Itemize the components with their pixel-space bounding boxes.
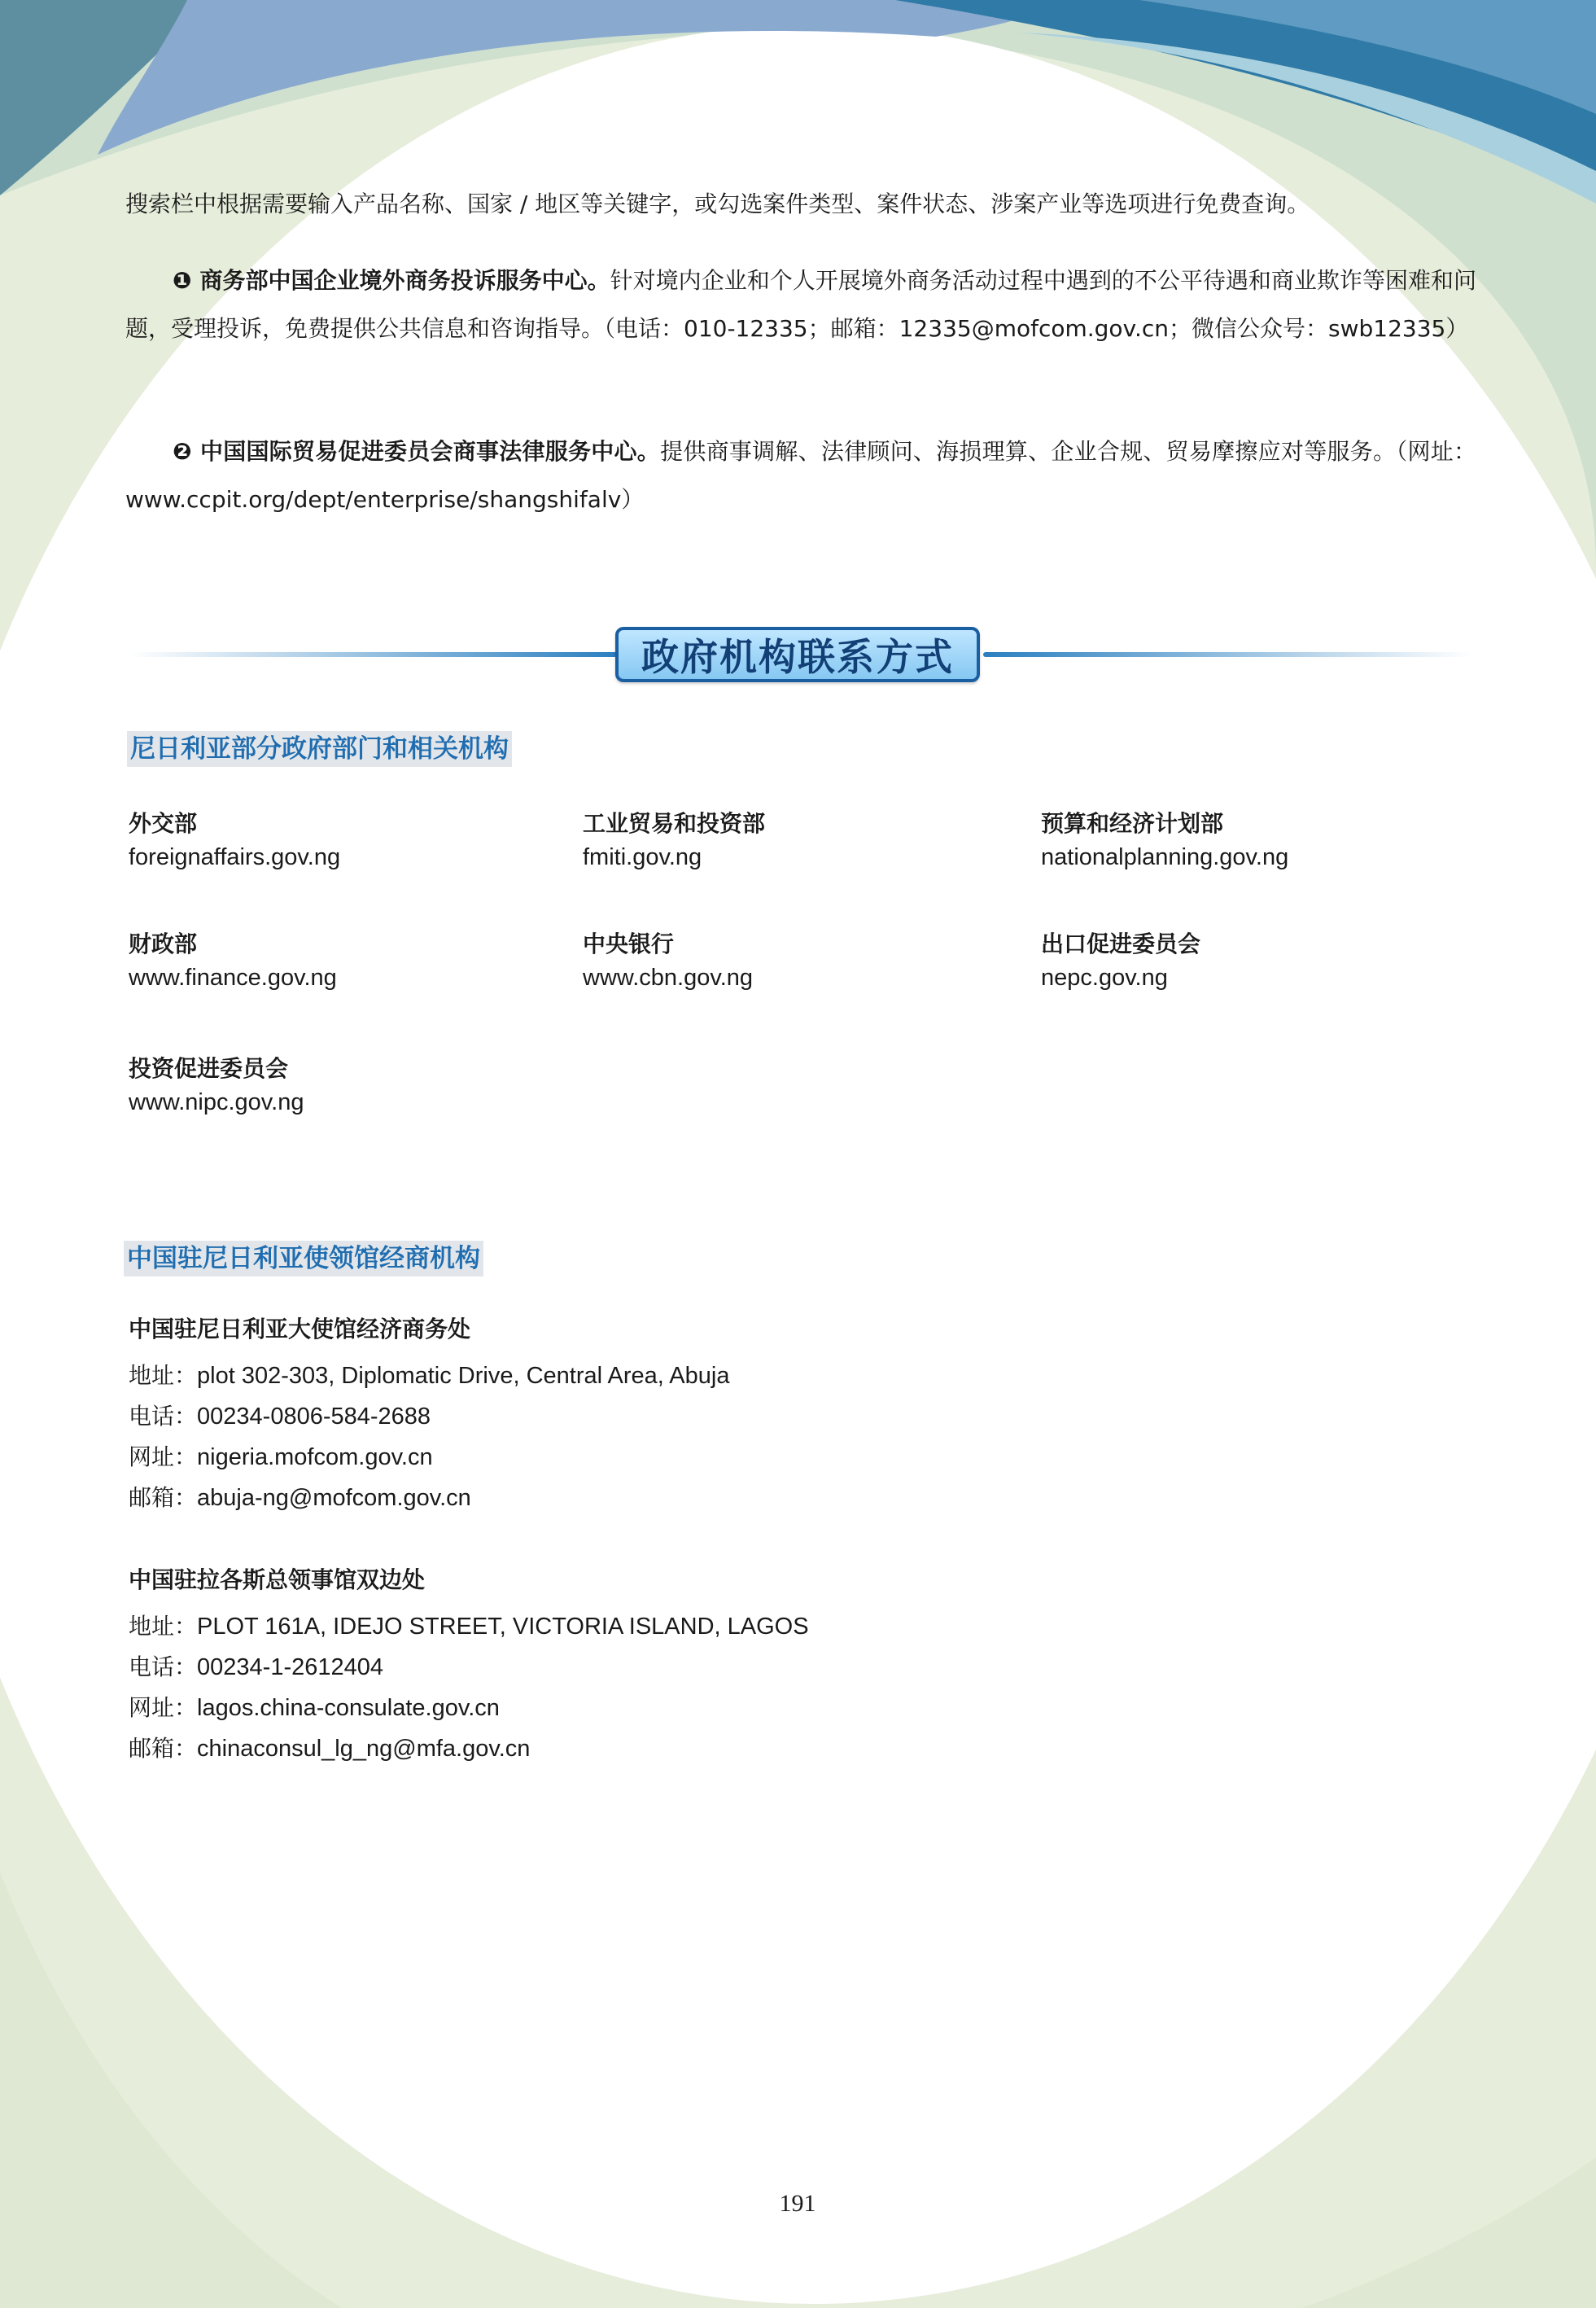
org-name: 投资促进委员会 [129, 1055, 289, 1082]
service-body: 针对境内企业和个人开展境外商务活动过程中遇到的不公平待遇和商业欺诈等困难和问题，受理投诉，免费提供公共信息和咨询指导。（电话：010-12335；邮箱：12335@mofcom.gov.cn；微信公众号：swb12335） [125, 267, 1476, 342]
org-item [129, 928, 337, 995]
org-website-link[interactable]: nationalplanning.gov.ng [1041, 844, 1289, 870]
office-block [129, 1564, 809, 1769]
org-item [1041, 928, 1200, 995]
org-name: 出口促进委员会 [1041, 931, 1201, 957]
email-label: 邮箱： [129, 1484, 198, 1511]
office-name: 中国驻拉各斯总领事馆双边处 [129, 1566, 426, 1593]
website-label: 网址： [129, 1443, 198, 1470]
service-body: 提供商事调解、法律顾问、海损理算、企业合规、贸易摩擦应对等服务。（网址：www.ccpit.org/dept/enterprise/shangshifalv） [125, 438, 1476, 513]
org-name: 中央银行 [583, 931, 675, 957]
website-link[interactable]: nigeria.mofcom.gov.cn [197, 1444, 433, 1470]
address-label: 地址： [129, 1362, 198, 1389]
website-link[interactable]: lagos.china-consulate.gov.cn [197, 1695, 500, 1721]
email-link[interactable]: chinaconsul_lg_ng@mfa.gov.cn [197, 1736, 531, 1762]
service-marker: ❷ [173, 438, 200, 465]
service-title: 商务部中国企业境外商务投诉服务中心。 [199, 267, 610, 294]
phone-value: 00234-0806-584-2688 [197, 1404, 431, 1430]
address-label: 地址： [129, 1613, 198, 1640]
org-name: 外交部 [129, 810, 198, 837]
org-item [583, 928, 753, 995]
org-website-link[interactable]: www.finance.gov.ng [129, 965, 337, 991]
office-name: 中国驻尼日利亚大使馆经济商务处 [129, 1316, 471, 1342]
gov-section-heading: 尼日利亚部分政府部门和相关机构 [127, 731, 512, 767]
banner-title: 政府机构联系方式 [641, 635, 954, 679]
office-website [129, 1437, 729, 1478]
org-item [1041, 808, 1288, 874]
service-marker: ❶ [173, 267, 200, 294]
office-phone [129, 1647, 809, 1688]
address-value: plot 302-303, Diplomatic Drive, Central Area, Abuja [197, 1363, 730, 1389]
office-phone [129, 1396, 729, 1437]
phone-label: 电话： [129, 1653, 198, 1680]
org-website-link[interactable]: fmiti.gov.ng [583, 844, 702, 870]
office-block [129, 1313, 729, 1518]
embassy-section-heading: 中国驻尼日利亚使领馆经商机构 [124, 1241, 483, 1277]
org-website-link[interactable]: foreignaffairs.gov.ng [129, 844, 341, 870]
org-name: 财政部 [129, 931, 198, 957]
org-name: 工业贸易和投资部 [583, 810, 766, 837]
org-website-link[interactable]: nepc.gov.ng [1041, 965, 1168, 991]
section-banner [615, 627, 980, 682]
address-value: PLOT 161A, IDEJO STREET, VICTORIA ISLAND, LAGOS [197, 1614, 809, 1640]
service-item-2 [125, 427, 1476, 523]
org-item [129, 1053, 304, 1119]
org-website-link[interactable]: www.nipc.gov.ng [129, 1089, 304, 1115]
email-link[interactable]: abuja-ng@mofcom.gov.cn [197, 1485, 471, 1511]
service-item-1 [125, 256, 1476, 353]
website-label: 网址： [129, 1694, 198, 1721]
org-website-link[interactable]: www.cbn.gov.ng [583, 965, 754, 991]
banner-divider-right [983, 652, 1471, 657]
office-address [129, 1355, 729, 1396]
org-item [583, 808, 765, 874]
intro-text: 搜索栏中根据需要输入产品名称、国家 / 地区等关键字，或勾选案件类型、案件状态、涉案产业等选项进行免费查询。 [125, 191, 1310, 217]
org-item [129, 808, 340, 874]
service-title: 中国国际贸易促进委员会商事法律服务中心。 [199, 438, 661, 465]
email-label: 邮箱： [129, 1735, 198, 1762]
phone-value: 00234-1-2612404 [197, 1654, 383, 1680]
office-email [129, 1478, 729, 1518]
page-number: 191 [779, 2190, 816, 2217]
phone-label: 电话： [129, 1403, 198, 1430]
office-website [129, 1688, 809, 1728]
banner-divider-left [130, 652, 619, 657]
org-name: 预算和经济计划部 [1041, 810, 1224, 837]
office-email [129, 1728, 809, 1769]
office-address [129, 1606, 809, 1647]
